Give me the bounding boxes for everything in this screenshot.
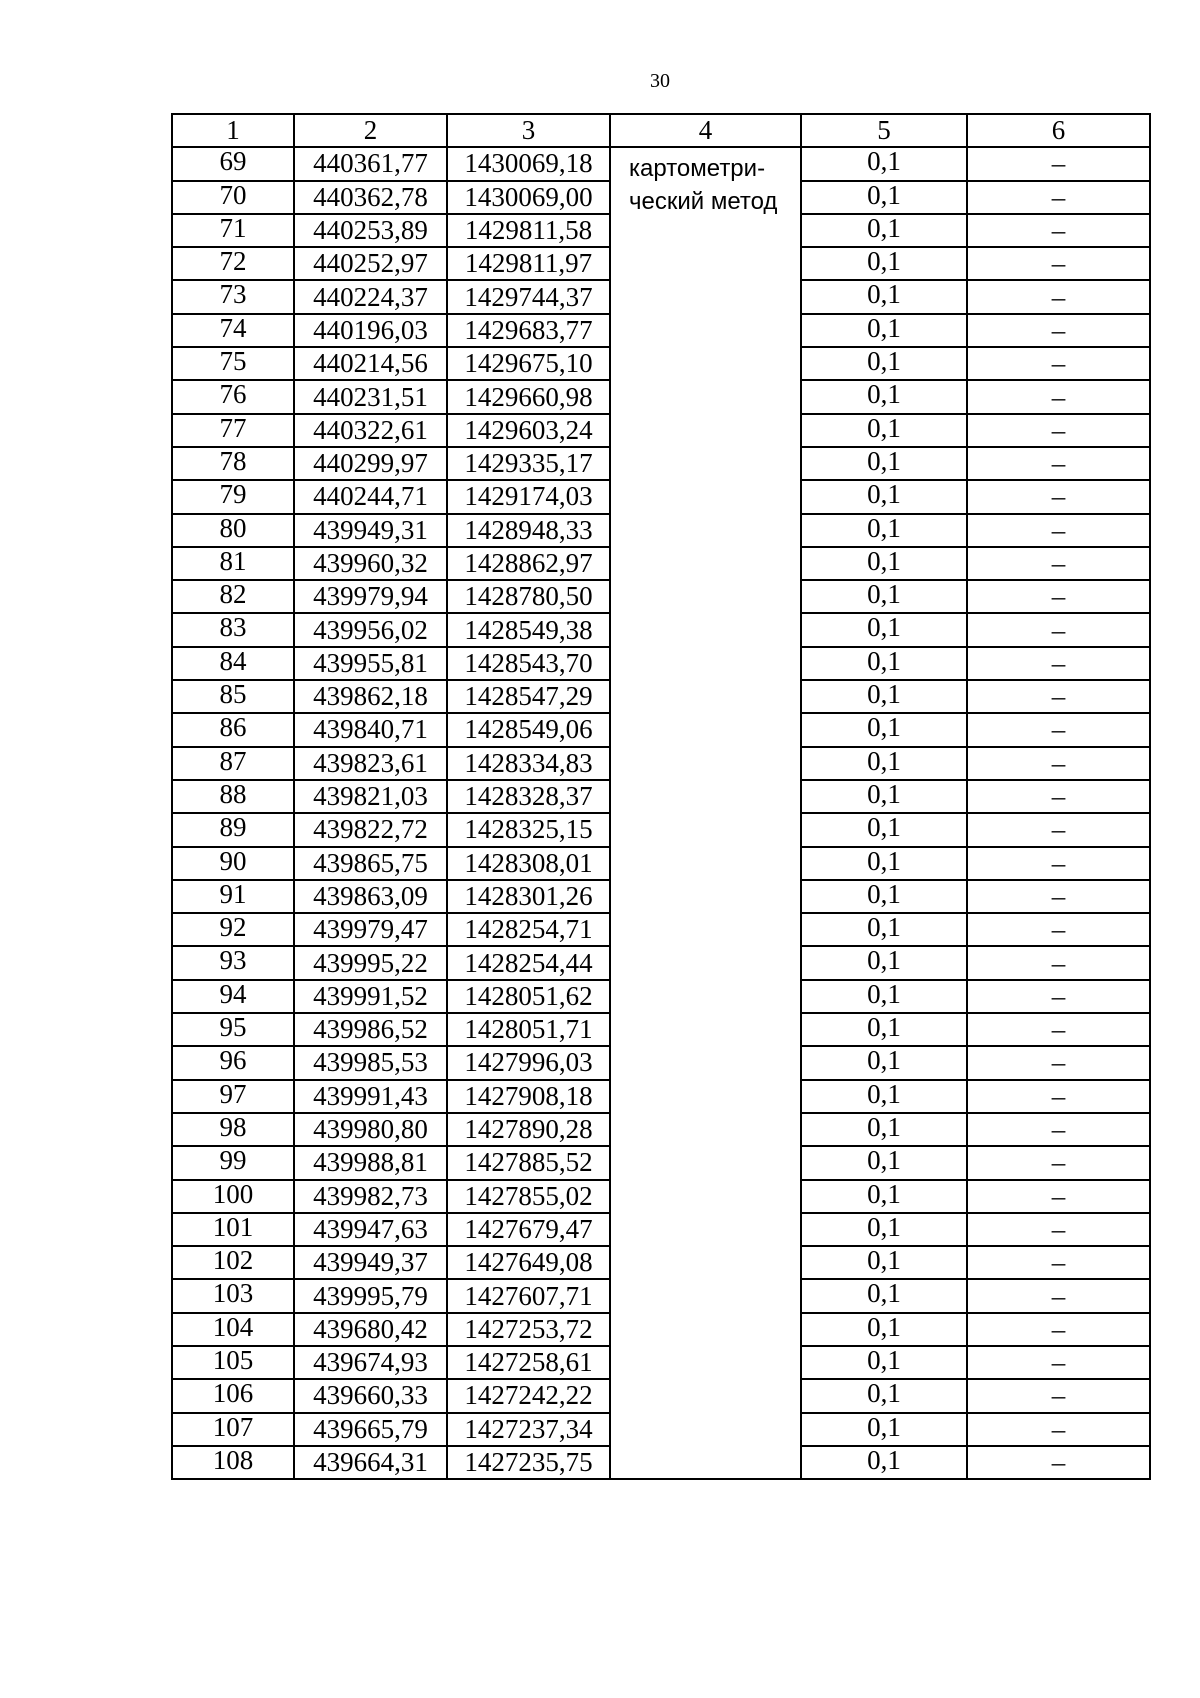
x-coordinate-cell: 439991,43: [294, 1080, 447, 1113]
y-coordinate-cell: 1427679,47: [447, 1213, 610, 1246]
note-cell: –: [967, 1146, 1150, 1179]
point-number-cell: 96: [172, 1046, 294, 1079]
accuracy-cell: 0,1: [801, 1146, 967, 1179]
y-coordinate-cell: 1430069,00: [447, 181, 610, 214]
note-cell: –: [967, 147, 1150, 180]
note-cell: –: [967, 514, 1150, 547]
x-coordinate-cell: 439986,52: [294, 1013, 447, 1046]
point-number-cell: 74: [172, 314, 294, 347]
y-coordinate-cell: 1427996,03: [447, 1046, 610, 1079]
y-coordinate-cell: 1428254,71: [447, 913, 610, 946]
y-coordinate-cell: 1428547,29: [447, 680, 610, 713]
note-cell: –: [967, 580, 1150, 613]
x-coordinate-cell: 439980,80: [294, 1113, 447, 1146]
y-coordinate-cell: 1429811,58: [447, 214, 610, 247]
point-number-cell: 103: [172, 1279, 294, 1312]
y-coordinate-cell: 1427253,72: [447, 1313, 610, 1346]
point-number-cell: 70: [172, 181, 294, 214]
column-header-4: 4: [610, 114, 801, 147]
point-number-cell: 78: [172, 447, 294, 480]
x-coordinate-cell: 439995,79: [294, 1279, 447, 1312]
accuracy-cell: 0,1: [801, 747, 967, 780]
x-coordinate-cell: 439862,18: [294, 680, 447, 713]
x-coordinate-cell: 439674,93: [294, 1346, 447, 1379]
point-number-cell: 69: [172, 147, 294, 180]
point-number-cell: 73: [172, 280, 294, 313]
point-number-cell: 107: [172, 1413, 294, 1446]
x-coordinate-cell: 439947,63: [294, 1213, 447, 1246]
point-number-cell: 98: [172, 1113, 294, 1146]
accuracy-cell: 0,1: [801, 147, 967, 180]
y-coordinate-cell: 1427235,75: [447, 1446, 610, 1479]
x-coordinate-cell: 440244,71: [294, 480, 447, 513]
x-coordinate-cell: 440196,03: [294, 314, 447, 347]
accuracy-cell: 0,1: [801, 247, 967, 280]
accuracy-cell: 0,1: [801, 980, 967, 1013]
accuracy-cell: 0,1: [801, 613, 967, 646]
y-coordinate-cell: 1427607,71: [447, 1279, 610, 1312]
note-cell: –: [967, 280, 1150, 313]
column-header-2: 2: [294, 114, 447, 147]
accuracy-cell: 0,1: [801, 280, 967, 313]
y-coordinate-cell: 1428328,37: [447, 780, 610, 813]
table-body: [172, 147, 1150, 1479]
note-cell: –: [967, 480, 1150, 513]
accuracy-cell: 0,1: [801, 480, 967, 513]
note-cell: –: [967, 880, 1150, 913]
note-cell: –: [967, 447, 1150, 480]
x-coordinate-cell: 439665,79: [294, 1413, 447, 1446]
y-coordinate-cell: 1429675,10: [447, 347, 610, 380]
x-coordinate-cell: 439863,09: [294, 880, 447, 913]
x-coordinate-cell: 440322,61: [294, 414, 447, 447]
note-cell: –: [967, 980, 1150, 1013]
accuracy-cell: 0,1: [801, 214, 967, 247]
x-coordinate-cell: 439979,94: [294, 580, 447, 613]
point-number-cell: 82: [172, 580, 294, 613]
x-coordinate-cell: 439949,37: [294, 1246, 447, 1279]
x-coordinate-cell: 440231,51: [294, 380, 447, 413]
accuracy-cell: 0,1: [801, 813, 967, 846]
note-cell: –: [967, 247, 1150, 280]
note-cell: –: [967, 1113, 1150, 1146]
y-coordinate-cell: 1428051,62: [447, 980, 610, 1013]
point-number-cell: 77: [172, 414, 294, 447]
method-line: картометри-: [629, 155, 766, 183]
y-coordinate-cell: 1429683,77: [447, 314, 610, 347]
method-line: ческий метод: [629, 188, 778, 216]
point-number-cell: 72: [172, 247, 294, 280]
point-number-cell: 94: [172, 980, 294, 1013]
y-coordinate-cell: 1429335,17: [447, 447, 610, 480]
y-coordinate-cell: 1428543,70: [447, 647, 610, 680]
accuracy-cell: 0,1: [801, 1313, 967, 1346]
point-number-cell: 81: [172, 547, 294, 580]
note-cell: –: [967, 414, 1150, 447]
x-coordinate-cell: 439991,52: [294, 980, 447, 1013]
accuracy-cell: 0,1: [801, 1213, 967, 1246]
y-coordinate-cell: 1427242,22: [447, 1379, 610, 1412]
y-coordinate-cell: 1428549,38: [447, 613, 610, 646]
x-coordinate-cell: 440299,97: [294, 447, 447, 480]
accuracy-cell: 0,1: [801, 547, 967, 580]
x-coordinate-cell: 439985,53: [294, 1046, 447, 1079]
note-cell: –: [967, 747, 1150, 780]
table-header-row: [172, 114, 1150, 147]
note-cell: –: [967, 347, 1150, 380]
point-number-cell: 91: [172, 880, 294, 913]
point-number-cell: 75: [172, 347, 294, 380]
note-cell: –: [967, 1379, 1150, 1412]
method-cell: [610, 147, 801, 1479]
accuracy-cell: 0,1: [801, 880, 967, 913]
y-coordinate-cell: 1427258,61: [447, 1346, 610, 1379]
accuracy-cell: 0,1: [801, 1346, 967, 1379]
note-cell: –: [967, 314, 1150, 347]
x-coordinate-cell: 439821,03: [294, 780, 447, 813]
point-number-cell: 100: [172, 1180, 294, 1213]
note-cell: –: [967, 1446, 1150, 1479]
point-number-cell: 102: [172, 1246, 294, 1279]
point-number-cell: 79: [172, 480, 294, 513]
y-coordinate-cell: 1427885,52: [447, 1146, 610, 1179]
accuracy-cell: 0,1: [801, 847, 967, 880]
y-coordinate-cell: 1428254,44: [447, 946, 610, 979]
accuracy-cell: 0,1: [801, 414, 967, 447]
point-number-cell: 97: [172, 1080, 294, 1113]
y-coordinate-cell: 1428051,71: [447, 1013, 610, 1046]
y-coordinate-cell: 1427855,02: [447, 1180, 610, 1213]
note-cell: –: [967, 1013, 1150, 1046]
point-number-cell: 92: [172, 913, 294, 946]
x-coordinate-cell: 440361,77: [294, 147, 447, 180]
accuracy-cell: 0,1: [801, 1379, 967, 1412]
x-coordinate-cell: 439664,31: [294, 1446, 447, 1479]
x-coordinate-cell: 439988,81: [294, 1146, 447, 1179]
accuracy-cell: 0,1: [801, 181, 967, 214]
point-number-cell: 80: [172, 514, 294, 547]
note-cell: –: [967, 1080, 1150, 1113]
point-number-cell: 85: [172, 680, 294, 713]
accuracy-cell: 0,1: [801, 1013, 967, 1046]
y-coordinate-cell: 1427649,08: [447, 1246, 610, 1279]
accuracy-cell: 0,1: [801, 347, 967, 380]
point-number-cell: 99: [172, 1146, 294, 1179]
column-header-5: 5: [801, 114, 967, 147]
x-coordinate-cell: 439949,31: [294, 514, 447, 547]
y-coordinate-cell: 1427890,28: [447, 1113, 610, 1146]
note-cell: –: [967, 1413, 1150, 1446]
y-coordinate-cell: 1428301,26: [447, 880, 610, 913]
note-cell: –: [967, 613, 1150, 646]
note-cell: –: [967, 847, 1150, 880]
x-coordinate-cell: 439955,81: [294, 647, 447, 680]
accuracy-cell: 0,1: [801, 1246, 967, 1279]
note-cell: –: [967, 813, 1150, 846]
point-number-cell: 86: [172, 713, 294, 746]
y-coordinate-cell: 1429811,97: [447, 247, 610, 280]
accuracy-cell: 0,1: [801, 1080, 967, 1113]
accuracy-cell: 0,1: [801, 1180, 967, 1213]
point-number-cell: 76: [172, 380, 294, 413]
column-header-6: 6: [967, 114, 1150, 147]
x-coordinate-cell: 439840,71: [294, 713, 447, 746]
column-header-1: 1: [172, 114, 294, 147]
note-cell: –: [967, 1279, 1150, 1312]
note-cell: –: [967, 946, 1150, 979]
point-number-cell: 108: [172, 1446, 294, 1479]
point-number-cell: 83: [172, 613, 294, 646]
accuracy-cell: 0,1: [801, 314, 967, 347]
accuracy-cell: 0,1: [801, 780, 967, 813]
point-number-cell: 84: [172, 647, 294, 680]
x-coordinate-cell: 439960,32: [294, 547, 447, 580]
accuracy-cell: 0,1: [801, 946, 967, 979]
note-cell: –: [967, 1046, 1150, 1079]
note-cell: –: [967, 647, 1150, 680]
table-row: [172, 147, 1150, 180]
accuracy-cell: 0,1: [801, 447, 967, 480]
x-coordinate-cell: 440252,97: [294, 247, 447, 280]
y-coordinate-cell: 1429660,98: [447, 380, 610, 413]
y-coordinate-cell: 1428325,15: [447, 813, 610, 846]
x-coordinate-cell: 439822,72: [294, 813, 447, 846]
accuracy-cell: 0,1: [801, 1113, 967, 1146]
x-coordinate-cell: 439979,47: [294, 913, 447, 946]
x-coordinate-cell: 439660,33: [294, 1379, 447, 1412]
y-coordinate-cell: 1427908,18: [447, 1080, 610, 1113]
note-cell: –: [967, 1180, 1150, 1213]
note-cell: –: [967, 380, 1150, 413]
note-cell: –: [967, 1246, 1150, 1279]
accuracy-cell: 0,1: [801, 380, 967, 413]
point-number-cell: 90: [172, 847, 294, 880]
note-cell: –: [967, 214, 1150, 247]
y-coordinate-cell: 1429174,03: [447, 480, 610, 513]
point-number-cell: 89: [172, 813, 294, 846]
y-coordinate-cell: 1429744,37: [447, 280, 610, 313]
note-cell: –: [967, 181, 1150, 214]
column-header-3: 3: [447, 114, 610, 147]
accuracy-cell: 0,1: [801, 680, 967, 713]
point-number-cell: 71: [172, 214, 294, 247]
accuracy-cell: 0,1: [801, 713, 967, 746]
x-coordinate-cell: 440214,56: [294, 347, 447, 380]
accuracy-cell: 0,1: [801, 913, 967, 946]
y-coordinate-cell: 1428862,97: [447, 547, 610, 580]
accuracy-cell: 0,1: [801, 580, 967, 613]
y-coordinate-cell: 1429603,24: [447, 414, 610, 447]
point-number-cell: 106: [172, 1379, 294, 1412]
note-cell: –: [967, 780, 1150, 813]
accuracy-cell: 0,1: [801, 647, 967, 680]
note-cell: –: [967, 1213, 1150, 1246]
x-coordinate-cell: 439680,42: [294, 1313, 447, 1346]
x-coordinate-cell: 440253,89: [294, 214, 447, 247]
point-number-cell: 88: [172, 780, 294, 813]
y-coordinate-cell: 1428334,83: [447, 747, 610, 780]
note-cell: –: [967, 713, 1150, 746]
y-coordinate-cell: 1430069,18: [447, 147, 610, 180]
point-number-cell: 93: [172, 946, 294, 979]
y-coordinate-cell: 1428549,06: [447, 713, 610, 746]
point-number-cell: 104: [172, 1313, 294, 1346]
point-number-cell: 101: [172, 1213, 294, 1246]
note-cell: –: [967, 547, 1150, 580]
point-number-cell: 95: [172, 1013, 294, 1046]
accuracy-cell: 0,1: [801, 514, 967, 547]
accuracy-cell: 0,1: [801, 1446, 967, 1479]
x-coordinate-cell: 439823,61: [294, 747, 447, 780]
y-coordinate-cell: 1428948,33: [447, 514, 610, 547]
x-coordinate-cell: 440224,37: [294, 280, 447, 313]
point-number-cell: 87: [172, 747, 294, 780]
coordinates-table: [171, 113, 1151, 1480]
accuracy-cell: 0,1: [801, 1413, 967, 1446]
y-coordinate-cell: 1428308,01: [447, 847, 610, 880]
note-cell: –: [967, 1313, 1150, 1346]
x-coordinate-cell: 439956,02: [294, 613, 447, 646]
point-number-cell: 105: [172, 1346, 294, 1379]
x-coordinate-cell: 439995,22: [294, 946, 447, 979]
y-coordinate-cell: 1428780,50: [447, 580, 610, 613]
page-number: 30: [650, 70, 670, 92]
x-coordinate-cell: 439982,73: [294, 1180, 447, 1213]
x-coordinate-cell: 439865,75: [294, 847, 447, 880]
note-cell: –: [967, 1346, 1150, 1379]
x-coordinate-cell: 440362,78: [294, 181, 447, 214]
note-cell: –: [967, 913, 1150, 946]
accuracy-cell: 0,1: [801, 1279, 967, 1312]
y-coordinate-cell: 1427237,34: [447, 1413, 610, 1446]
accuracy-cell: 0,1: [801, 1046, 967, 1079]
note-cell: –: [967, 680, 1150, 713]
